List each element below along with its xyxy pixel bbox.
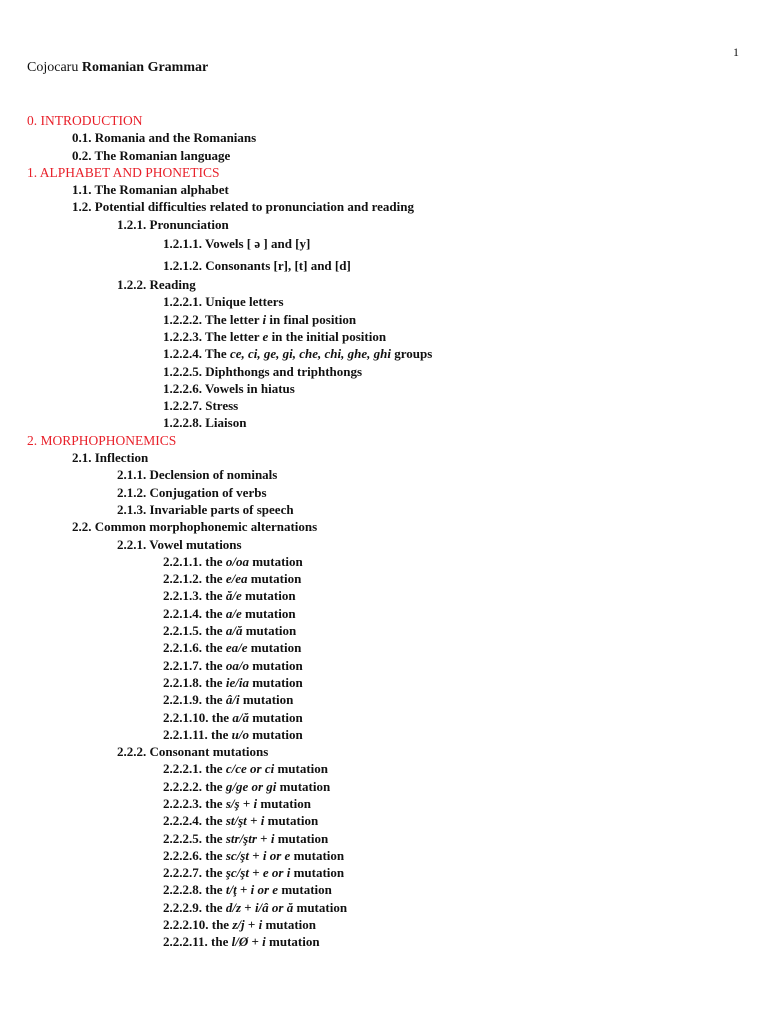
- toc-entry: [0, 147, 768, 164]
- toc-chapter-heading: [0, 112, 768, 129]
- toc-entry-text: +: [248, 934, 263, 950]
- toc-entry: [0, 570, 768, 587]
- toc-entry: [0, 293, 768, 310]
- toc-entry: [0, 233, 768, 255]
- toc-entry-text: mutation: [264, 813, 319, 829]
- toc-entry-text: 2.2.1.1. the: [163, 553, 226, 569]
- toc-entry-italic-text: d/z: [225, 899, 242, 915]
- toc-entry-italic-text: i: [262, 311, 267, 327]
- toc-entry: [0, 466, 768, 483]
- toc-entry: [0, 255, 768, 277]
- toc-entry-text: 2.2.2.10. the: [163, 917, 233, 933]
- toc-entry: [0, 916, 768, 933]
- toc-entry-text: mutation: [242, 623, 297, 639]
- toc-chapter-heading: [0, 164, 768, 181]
- toc-entry-text: mutation: [290, 847, 345, 863]
- toc-entry-italic-text: a/ă: [232, 709, 249, 725]
- toc-entry: [0, 397, 768, 414]
- toc-entry: [0, 743, 768, 760]
- toc-entry-text: +: [239, 795, 254, 811]
- toc-entry-italic-text: e: [262, 328, 269, 344]
- toc-entry-text: +: [246, 813, 261, 829]
- toc-entry-text: 2.2.2.11. the: [163, 934, 232, 950]
- page-number: 1: [733, 45, 739, 59]
- toc-entry-text: 2.2.1.8. the: [163, 674, 226, 690]
- toc-entry: [0, 709, 768, 726]
- toc-entry-italic-text: sc/şt: [225, 847, 249, 863]
- toc-entry-italic-text: i: [260, 813, 265, 829]
- toc-entry-text: 2.2.2.2. the: [163, 778, 226, 794]
- toc-entry-italic-text: ea/e: [225, 640, 248, 656]
- toc-entry-text: mutation: [241, 605, 296, 621]
- toc-entry-italic-text: i: [262, 934, 266, 950]
- toc-entry: [0, 812, 768, 829]
- toc-entry: [0, 484, 768, 501]
- toc-entry: [0, 657, 768, 674]
- toc-entry-text: 0.2. The Romanian language: [72, 147, 231, 163]
- toc-entry-text: 1. ALPHABET AND PHONETICS: [27, 164, 220, 180]
- toc-entry-text: +: [244, 917, 259, 933]
- toc-entry-text: mutation: [248, 726, 303, 742]
- toc-entry-text: mutation: [248, 553, 303, 569]
- toc-entry-italic-text: e/ea: [225, 571, 248, 587]
- toc-entry-text: mutation: [247, 640, 302, 656]
- toc-entry-text: 0.1. Romania and the Romanians: [72, 130, 257, 146]
- toc-entry-italic-text: i/â or ă: [254, 899, 294, 915]
- toc-entry-text: 1.2.2.1. Unique letters: [163, 294, 284, 310]
- toc-entry: [0, 553, 768, 570]
- toc-entry-text: 2.2.2.6. the: [163, 847, 226, 863]
- toc-entry-text: 2.2.2.3. the: [163, 795, 226, 811]
- toc-entry-text: 2.1.2. Conjugation of verbs: [117, 484, 267, 500]
- toc-entry-text: +: [241, 899, 255, 915]
- toc-entry-text: 1.2.2.3. The letter: [163, 328, 263, 344]
- toc-entry: [0, 181, 768, 198]
- toc-entry-italic-text: oa/o: [225, 657, 249, 673]
- toc-entry-italic-text: i: [258, 917, 263, 933]
- toc-entry-italic-text: st/şt: [225, 813, 247, 829]
- toc-entry: [0, 587, 768, 604]
- document-header: [27, 60, 208, 76]
- toc-entry-italic-text: a/ă: [225, 623, 243, 639]
- toc-entry-text: 1.2.2. Reading: [117, 277, 196, 293]
- toc-entry: [0, 501, 768, 518]
- toc-entry-text: 1.2.1. Pronunciation: [117, 216, 229, 232]
- toc-entry-text: mutation: [241, 588, 296, 604]
- toc-entry-italic-text: ce, ci, ge, gi, che, chi, ghe, ghi: [229, 346, 391, 362]
- toc-entry-text: 2.2.1.10. the: [163, 709, 233, 725]
- toc-entry-text: 1.2.2.2. The letter: [163, 311, 263, 327]
- toc-entry: [0, 899, 768, 916]
- toc-entry-italic-text: z/j: [232, 917, 245, 933]
- toc-entry: [0, 933, 768, 950]
- toc-entry-text: 1.2.2.7. Stress: [163, 398, 239, 414]
- toc-entry: [0, 605, 768, 622]
- document-title: Romanian Grammar: [81, 60, 209, 75]
- toc-entry-italic-text: u/o: [231, 726, 249, 742]
- toc-entry: [0, 674, 768, 691]
- toc-entry-italic-text: i: [270, 830, 275, 846]
- toc-entry: [0, 449, 768, 466]
- toc-entry-italic-text: ie/ia: [225, 674, 249, 690]
- toc-entry-text: mutation: [278, 882, 332, 898]
- toc-entry-italic-text: g/ge or gi: [225, 778, 277, 794]
- toc-entry-text: 2.2. Common morphophonemic alternations: [72, 519, 318, 535]
- toc-entry-text: mutation: [276, 778, 331, 794]
- toc-entry-text: mutation: [274, 830, 329, 846]
- toc-entry-italic-text: s/ş: [225, 795, 240, 811]
- toc-entry-text: 2.2.1.2. the: [163, 571, 226, 587]
- toc-entry-text: 2.2.1.9. the: [163, 692, 226, 708]
- toc-entry: [0, 363, 768, 380]
- toc-entry-text: 2.2.2.1. the: [163, 761, 226, 777]
- toc-entry-text: mutation: [248, 709, 303, 725]
- toc-entry-text: mutation: [239, 692, 294, 708]
- toc-entry-italic-text: c/ce or ci: [225, 761, 275, 777]
- toc-entry: [0, 778, 768, 795]
- toc-entry-italic-text: i or e: [262, 847, 291, 863]
- toc-entry-italic-text: e or i: [262, 865, 291, 881]
- toc-entry-text: mutation: [274, 761, 329, 777]
- toc-entry-italic-text: t/ţ: [225, 882, 237, 898]
- toc-entry: [0, 276, 768, 293]
- toc-entry-text: mutation: [290, 865, 345, 881]
- toc-entry-text: +: [256, 830, 271, 846]
- toc-entry-text: 2.2.1. Vowel mutations: [117, 536, 242, 552]
- toc-entry-text: 2.1.1. Declension of nominals: [117, 467, 278, 483]
- toc-entry: [0, 864, 768, 881]
- toc-entry: [0, 328, 768, 345]
- toc-entry: [0, 216, 768, 233]
- toc-entry-text: +: [236, 882, 251, 898]
- toc-entry-text: mutation: [293, 899, 348, 915]
- author-name: Cojocaru: [27, 60, 79, 75]
- toc-entry-text: in final position: [266, 311, 357, 327]
- toc-entry-italic-text: str/ştr: [225, 830, 257, 846]
- toc-entry: [0, 639, 768, 656]
- toc-entry: [0, 881, 768, 898]
- toc-entry-text: 1.2.2.5. Diphthongs and triphthongs: [163, 363, 363, 379]
- toc-entry-italic-text: a/e: [225, 605, 242, 621]
- toc-entry: [0, 198, 768, 215]
- toc-entry-text: mutation: [265, 934, 320, 950]
- toc-entry-text: 1.2.2.4. The: [163, 346, 230, 362]
- toc-entry-text: 1.2.2.8. Liaison: [163, 415, 247, 431]
- toc-entry-text: 2.2.2.9. the: [163, 899, 226, 915]
- toc-entry-text: 2.2.1.4. the: [163, 605, 226, 621]
- toc-entry: [0, 129, 768, 146]
- toc-entry: [0, 518, 768, 535]
- toc-entry-text: 2.2.1.5. the: [163, 623, 226, 639]
- toc-entry-italic-text: â/i: [225, 692, 240, 708]
- toc-entry: [0, 847, 768, 864]
- toc-entry: [0, 345, 768, 362]
- toc-entry-text: in the initial position: [268, 328, 387, 344]
- toc-entry-text: 2.2.1.6. the: [163, 640, 226, 656]
- toc-chapter-heading: [0, 432, 768, 449]
- toc-entry-text: 2.1.3. Invariable parts of speech: [117, 501, 294, 517]
- toc-entry: [0, 691, 768, 708]
- toc-entry-text: +: [248, 847, 263, 863]
- toc-entry-italic-text: ă/e: [225, 588, 242, 604]
- toc-entry-text: 2.2.2. Consonant mutations: [117, 744, 269, 760]
- toc-entry-text: 2.2.1.7. the: [163, 657, 226, 673]
- toc-entry-text: 2.1. Inflection: [72, 450, 149, 466]
- toc-entry-text: mutation: [248, 674, 303, 690]
- toc-entry: [0, 795, 768, 812]
- toc-entry-text: mutation: [257, 795, 311, 811]
- toc-entry-text: 1.2.1.2. Consonants [r], [t] and [d]: [163, 257, 351, 273]
- table-of-contents: [0, 112, 768, 951]
- toc-entry: [0, 536, 768, 553]
- toc-entry-text: 2.2.2.7. the: [163, 865, 226, 881]
- toc-entry-text: 1.2.2.6. Vowels in hiatus: [163, 380, 295, 396]
- toc-entry: [0, 830, 768, 847]
- toc-entry-italic-text: o/oa: [225, 553, 249, 569]
- toc-entry: [0, 622, 768, 639]
- toc-entry-text: 2.2.2.4. the: [163, 813, 226, 829]
- toc-entry-text: mutation: [262, 917, 316, 933]
- toc-entry-text: 2.2.1.11. the: [163, 726, 232, 742]
- toc-entry: [0, 311, 768, 328]
- toc-entry: [0, 760, 768, 777]
- toc-entry: [0, 726, 768, 743]
- toc-entry-text: 1.1. The Romanian alphabet: [72, 182, 229, 198]
- toc-entry-text: 2.2.1.3. the: [163, 588, 226, 604]
- toc-entry-text: 2.2.2.8. the: [163, 882, 226, 898]
- toc-entry-text: groups: [390, 346, 433, 362]
- toc-entry-text: 1.2. Potential difficulties related to pronunciation and reading: [72, 199, 414, 215]
- toc-entry-text: 2. MORPHOPHONEMICS: [27, 432, 177, 448]
- toc-entry-text: 1.2.1.1. Vowels [ ə ] and [y]: [163, 236, 311, 252]
- toc-entry-text: mutation: [248, 657, 303, 673]
- toc-entry-italic-text: i or e: [250, 882, 279, 898]
- toc-entry-text: mutation: [247, 571, 302, 587]
- toc-entry-text: 0. INTRODUCTION: [27, 113, 143, 128]
- toc-entry-text: 2.2.2.5. the: [163, 830, 226, 846]
- toc-entry: [0, 380, 768, 397]
- toc-entry-italic-text: l/Ø: [231, 934, 249, 950]
- toc-entry-italic-text: i: [253, 795, 258, 811]
- toc-entry-italic-text: şc/şt: [225, 865, 249, 881]
- toc-entry: [0, 414, 768, 431]
- toc-entry-text: +: [248, 865, 263, 881]
